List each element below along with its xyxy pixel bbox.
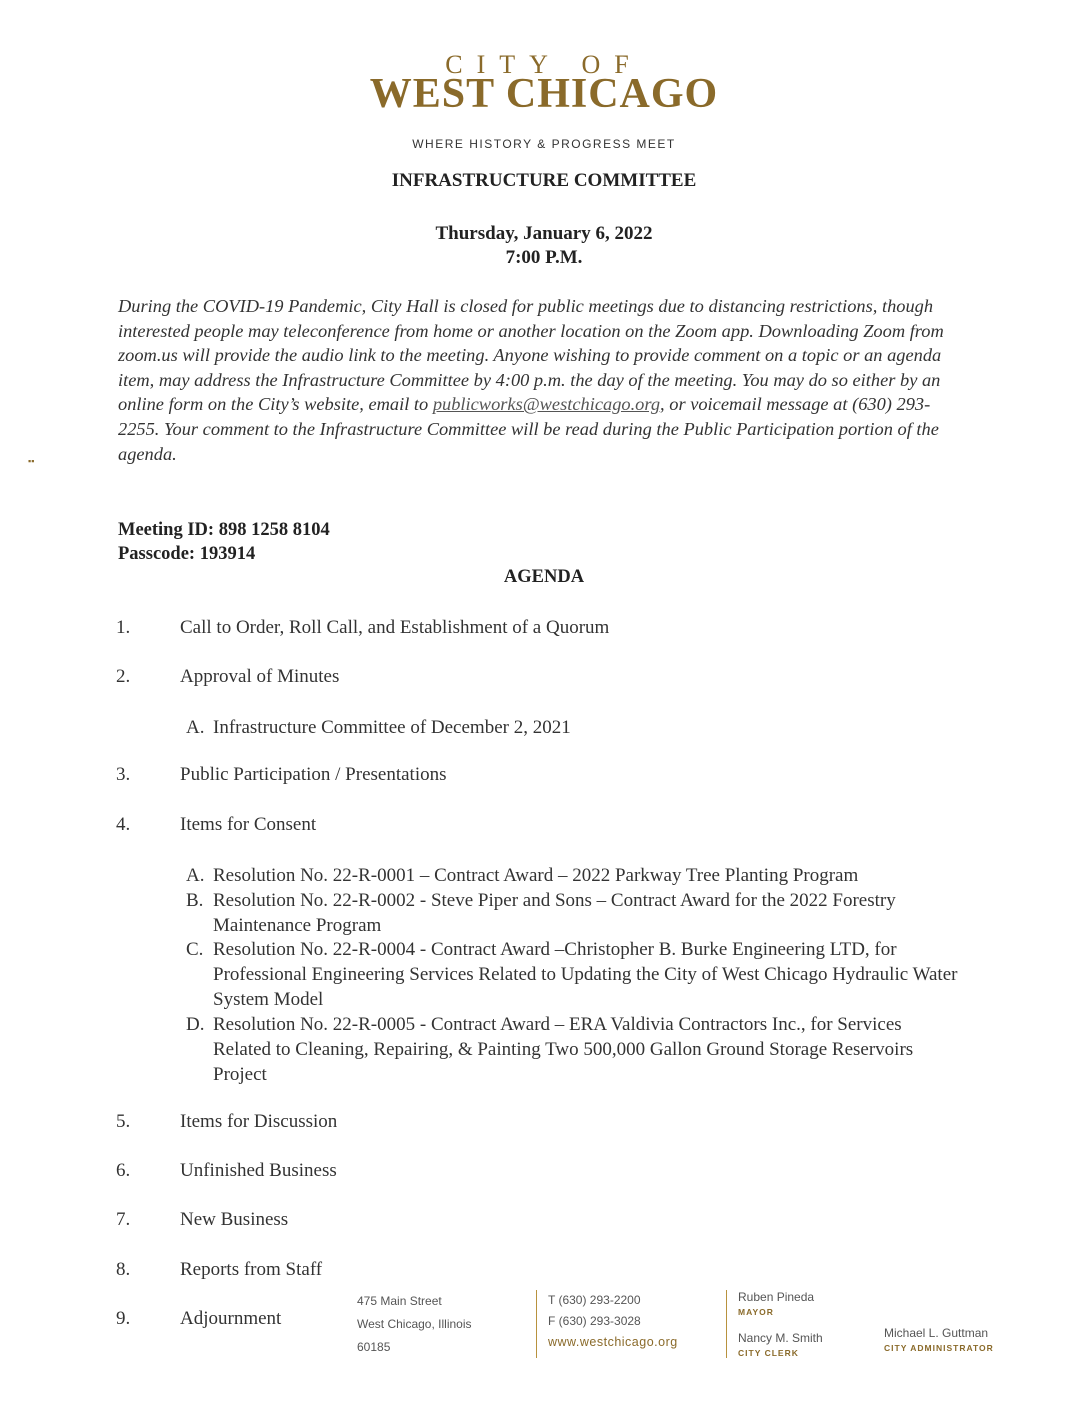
logo-city-of: CITY OF [445,50,643,79]
sub-text: Resolution No. 22-R-0005 - Contract Award – ERA Valdivia Contractors Inc., for Services Related to Cleaning, Repairing, & Painting Two 500,000 Gallon Ground Storage Reservoirs Project [213,1014,914,1085]
sub-text: Resolution No. 22-R-0001 – Contract Award – 2022 Parkway Tree Planting Program [213,865,859,886]
meeting-date: Thursday, January 6, 2022 [435,223,653,244]
logo-west-chicago: WEST CHICAGO [369,71,719,117]
mayor-name: Ruben Pineda [738,1290,815,1304]
item-label: Adjournment [180,1308,282,1329]
consent-sub-item [186,937,966,1012]
address-line: 475 Main Street [357,1294,442,1308]
address-line: West Chicago, Illinois [357,1317,472,1331]
meeting-credentials [118,518,330,566]
footer-divider [536,1290,537,1358]
admin-name: Michael L. Guttman [884,1326,989,1340]
minutes-sub-item [186,715,966,740]
item-number: 8. [116,1259,131,1280]
covid-notice [118,294,958,466]
item-label: Approval of Minutes [180,666,340,687]
city-officials [738,1290,823,1361]
item-number: 9. [116,1308,131,1329]
sub-text: Resolution No. 22-R-0002 - Steve Piper and Sons – Contract Award for the 2022 Forestry Maintenance Program [213,890,896,936]
clerk-role: CITY CLERK [738,1348,799,1358]
meeting-passcode: Passcode: 193914 [118,544,256,564]
tagline: WHERE HISTORY & PROGRESS MEET [412,137,676,151]
item-number: 6. [116,1160,131,1181]
address-line: 60185 [357,1340,391,1354]
clerk-name: Nancy M. Smith [738,1331,823,1345]
item-number: 7. [116,1209,131,1230]
sub-letter: B. [186,890,204,911]
sub-letter: D. [186,1014,205,1035]
notice-text-1: During the COVID-19 Pandemic, City Hall is closed for public meetings due to distancing restrictions, though interested people may teleconference from home or another location on the Zoom app. Downloading Zoom from zoom.us will provide the audio link to the meeting. Anyone wishing to provide comment on a topic or an agenda item, may address the Infrastructure Committee by 4:00 p.m. the day of the meeting. You may do so either by an online form on the City’s website, email to [118,296,944,415]
committee-title: INFRASTRUCTURE COMMITTEE [391,170,697,191]
fax-number: F (630) 293-3028 [548,1314,641,1328]
consent-sub-item [186,863,966,888]
notice-text-2: , or voicemail message at (630) 293-2255. Your comment to the Infrastructure Committee will be read during the Public Participation portion of the agenda. [118,394,939,464]
consent-sub-item [186,888,966,938]
item-number: 3. [116,764,131,785]
margin-mark-icon: ▪▪ [28,456,35,466]
agenda-heading: AGENDA [503,567,585,587]
sub-letter: A. [186,865,205,886]
meeting-time: 7:00 P.M. [505,247,583,268]
meeting-id: Meeting ID: 898 1258 8104 [118,520,330,540]
meeting-datetime [0,222,1088,270]
sub-letter: A. [186,717,205,738]
footer-divider [726,1290,727,1358]
item-label: Call to Order, Roll Call, and Establishment of a Quorum [180,617,610,638]
item-label: New Business [180,1209,289,1230]
website-link[interactable]: www.westchicago.org [548,1335,678,1349]
item-label: Reports from Staff [180,1259,323,1280]
city-contact [548,1290,678,1353]
consent-sub-item [186,1012,966,1087]
sub-text: Infrastructure Committee of December 2, 2021 [213,717,571,738]
phone-number: T (630) 293-2200 [548,1293,641,1307]
admin-role: CITY ADMINISTRATOR [884,1343,994,1353]
item-label: Items for Consent [180,814,317,835]
item-label: Public Participation / Presentations [180,764,447,785]
item-number: 1. [116,617,131,638]
sub-letter: C. [186,939,204,960]
item-label: Items for Discussion [180,1111,338,1132]
sub-text: Resolution No. 22-R-0004 - Contract Award –Christopher B. Burke Engineering LTD, for Professional Engineering Services Related to Updating the City of West Chicago Hydraulic Water System Model [213,939,958,1010]
email-link[interactable]: publicworks@westchicago.org [432,394,661,415]
item-number: 2. [116,666,131,687]
city-administrator [884,1326,994,1356]
city-address [357,1290,472,1359]
item-number: 5. [116,1111,131,1132]
item-number: 4. [116,814,131,835]
item-label: Unfinished Business [180,1160,337,1181]
mayor-role: MAYOR [738,1307,774,1317]
